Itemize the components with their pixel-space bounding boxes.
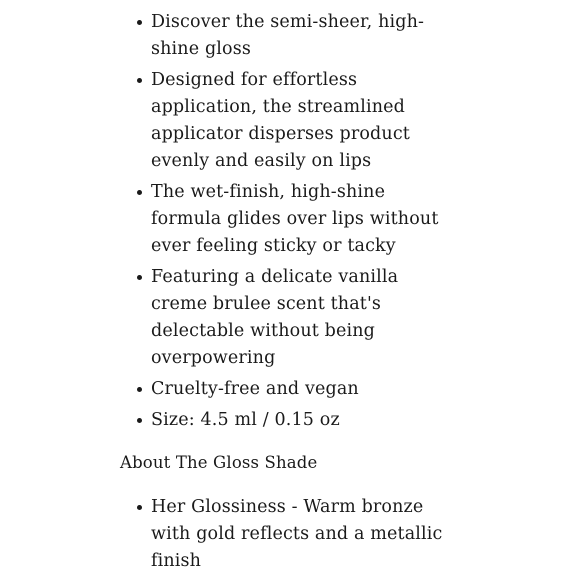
bullet-icon	[137, 78, 142, 83]
list-item-text: Size: 4.5 ml / 0.15 oz	[151, 410, 340, 430]
list-item-text: Her Glossiness - Warm bronze with gold reflects and a metallic finish	[151, 497, 443, 571]
shade-list	[135, 494, 455, 579]
list-item	[135, 376, 455, 403]
bullet-icon	[137, 418, 142, 423]
list-item-text: Designed for effortless application, the streamlined applicator disperses product evenly and easily on lips	[151, 70, 410, 171]
list-item	[135, 407, 455, 434]
list-item-text: Discover the semi-sheer, high-shine gloss	[151, 12, 425, 59]
list-item-text: The wet-finish, high-shine formula glides over lips without ever feeling sticky or tacky	[151, 182, 439, 256]
list-item	[135, 179, 455, 260]
feature-list	[135, 9, 455, 438]
bullet-icon	[137, 190, 142, 195]
shade-section-heading: About The Gloss Shade	[120, 453, 318, 472]
list-item	[135, 494, 455, 575]
list-item-text: Cruelty-free and vegan	[151, 379, 359, 399]
bullet-icon	[137, 505, 142, 510]
list-item	[135, 67, 455, 175]
bullet-icon	[137, 275, 142, 280]
list-item-text: Featuring a delicate vanilla creme brulee scent that's delectable without being overpowering	[151, 267, 399, 368]
list-item	[135, 9, 455, 63]
bullet-icon	[137, 20, 142, 25]
bullet-icon	[137, 387, 142, 392]
list-item	[135, 264, 455, 372]
